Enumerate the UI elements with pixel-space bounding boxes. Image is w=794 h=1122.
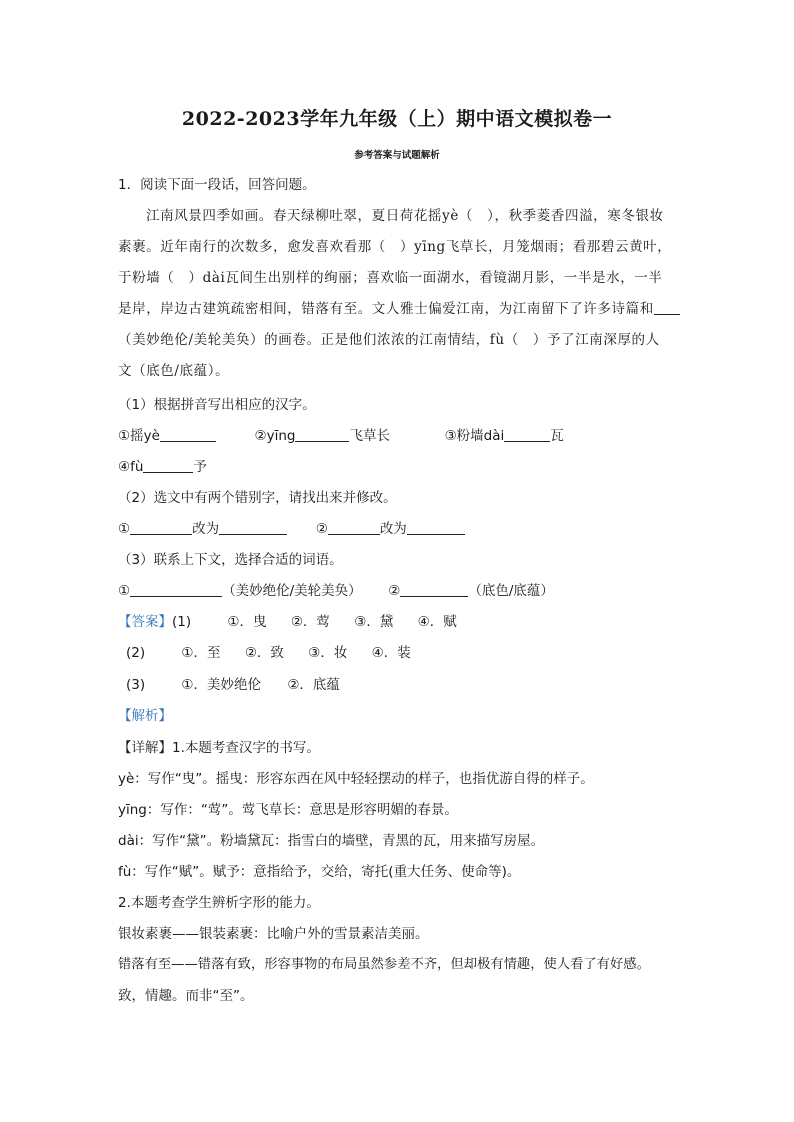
answer-item: ①．至 <box>181 645 221 661</box>
answer-item: ④．装 <box>371 645 411 661</box>
analysis-line: yè：写作“曳”。摇曳：形容东西在风中轻轻摆动的样子，也指优游自得的样子。 <box>118 771 594 787</box>
answer-blank <box>504 427 550 442</box>
passage-line: （美妙绝伦/美轮美奂）的画卷。正是他们浓浓的江南情结，fù（ ）予了江南深厚的人 <box>118 332 660 348</box>
sub2-item2: ② <box>315 521 328 537</box>
subquestion-3-label: （3）联系上下文，选择合适的词语。 <box>118 552 343 568</box>
subquestion-3-row <box>118 582 554 600</box>
subquestion-1-row2 <box>118 458 207 476</box>
answer-blank <box>143 458 193 473</box>
subquestion-1-label: （1）根据拼音写出相应的汉字。 <box>118 397 316 413</box>
analysis-line: 2.本题考查学生辨析字形的能力。 <box>118 895 320 911</box>
answer-item: ②．致 <box>244 645 284 661</box>
answer-item: ②．底蕴 <box>287 677 340 693</box>
answer-item: ①．曳 <box>227 614 267 630</box>
analysis-line: 致，情趣。而非“至”。 <box>118 988 254 1004</box>
sub2-change1: 改为 <box>192 521 220 537</box>
analysis-line: dài：写作“黛”。粉墙黛瓦：指雪白的墙壁，青黑的瓦，用来描写房屋。 <box>118 833 545 849</box>
analysis-tag: 【解析】 <box>118 708 172 724</box>
analysis-line: fù：写作“赋”。赋予：意指给予，交给，寄托(重大任务、使命等)。 <box>118 864 521 880</box>
answer-blank <box>130 582 222 597</box>
answer-blank <box>130 520 192 535</box>
subquestion-2-row <box>118 520 465 538</box>
sub1-item3-tail: 瓦 <box>550 428 564 444</box>
passage-line: 素裹。近年南行的次数多，愈发喜欢看那（ ）yīng飞草长，月笼烟雨；看那碧云黄叶， <box>118 239 672 255</box>
answer-item: ③．妆 <box>308 645 348 661</box>
answer-blank <box>160 427 216 442</box>
sub1-item2-tail: 飞草长 <box>349 428 390 444</box>
sub1-item2: ②yīng <box>254 428 296 444</box>
answer-blank <box>219 520 287 535</box>
sub3-item1: ① <box>118 583 131 599</box>
analysis-line: 【详解】1.本题考查汉字的书写。 <box>118 740 320 756</box>
sub1-item4-tail: 予 <box>193 459 207 475</box>
passage-line: 文（底色/底蕴）。 <box>118 363 230 379</box>
answer-item: ①．美妙绝伦 <box>181 677 262 693</box>
sub1-item1: ①摇yè <box>118 428 160 444</box>
analysis-line: 错落有至——错落有致，形容事物的布局虽然参差不齐，但却极有情趣，使人看了有好感。 <box>118 957 650 972</box>
answer-item: ④．赋 <box>417 614 457 630</box>
sub2-item1: ① <box>118 521 131 537</box>
sub1-item3: ③粉墙dài <box>444 428 505 444</box>
passage-text: 是岸，岸边古建筑疏密相间，错落有至。文人雅士偏爱江南，为江南留下了许多诗篇和 <box>118 301 654 317</box>
subquestion-2-label: （2）选文中有两个错别字，请找出来并修改。 <box>118 490 397 506</box>
answer-blank <box>295 427 349 442</box>
answer-blank <box>407 520 465 535</box>
answer-tag: 【答案】 <box>118 614 172 630</box>
answer-row-1 <box>118 613 457 631</box>
analysis-line: 银妆素裹——银装素裹：比喻户外的雪景素洁美丽。 <box>118 926 429 942</box>
page-title: 2022-2023学年九年级（上）期中语文模拟卷一 <box>181 108 613 130</box>
question-prompt: 1．阅读下面一段话，回答问题。 <box>118 177 316 193</box>
answer-item: ③．黛 <box>354 614 394 630</box>
sub3-item2: ② <box>388 583 401 599</box>
sub1-item4: ④fù <box>118 459 144 475</box>
passage-line <box>118 300 680 318</box>
answer-blank <box>328 520 380 535</box>
answer-blank <box>400 582 468 597</box>
answer-row-2 <box>126 644 411 662</box>
answer-row-label: (1) <box>172 614 192 630</box>
sub2-change2: 改为 <box>379 521 407 537</box>
passage-line: 于粉墙（ ）dài瓦间生出别样的绚丽；喜欢临一面湖水，看镜湖月影，一半是水，一半 <box>118 270 663 286</box>
subquestion-1-row1 <box>118 427 564 445</box>
answer-row-label: (2) <box>126 645 146 661</box>
page-subtitle: 参考答案与试题解析 <box>354 150 440 161</box>
answer-blank <box>654 300 680 315</box>
analysis-line: yīng：写作：“莺”。莺飞草长：意思是形容明媚的春景。 <box>118 802 458 818</box>
sub3-option2: （底色/底蕴） <box>468 583 554 599</box>
passage-line: 江南风景四季如画。春天绿柳吐翠，夏日荷花摇yè（ ），秋季菱香四溢，寒冬银妆 <box>146 208 664 224</box>
answer-row-label: (3) <box>126 677 146 693</box>
answer-row-3 <box>126 676 340 694</box>
sub3-option1: （美妙绝伦/美轮美奂） <box>222 583 362 599</box>
answer-item: ②．莺 <box>290 614 330 630</box>
